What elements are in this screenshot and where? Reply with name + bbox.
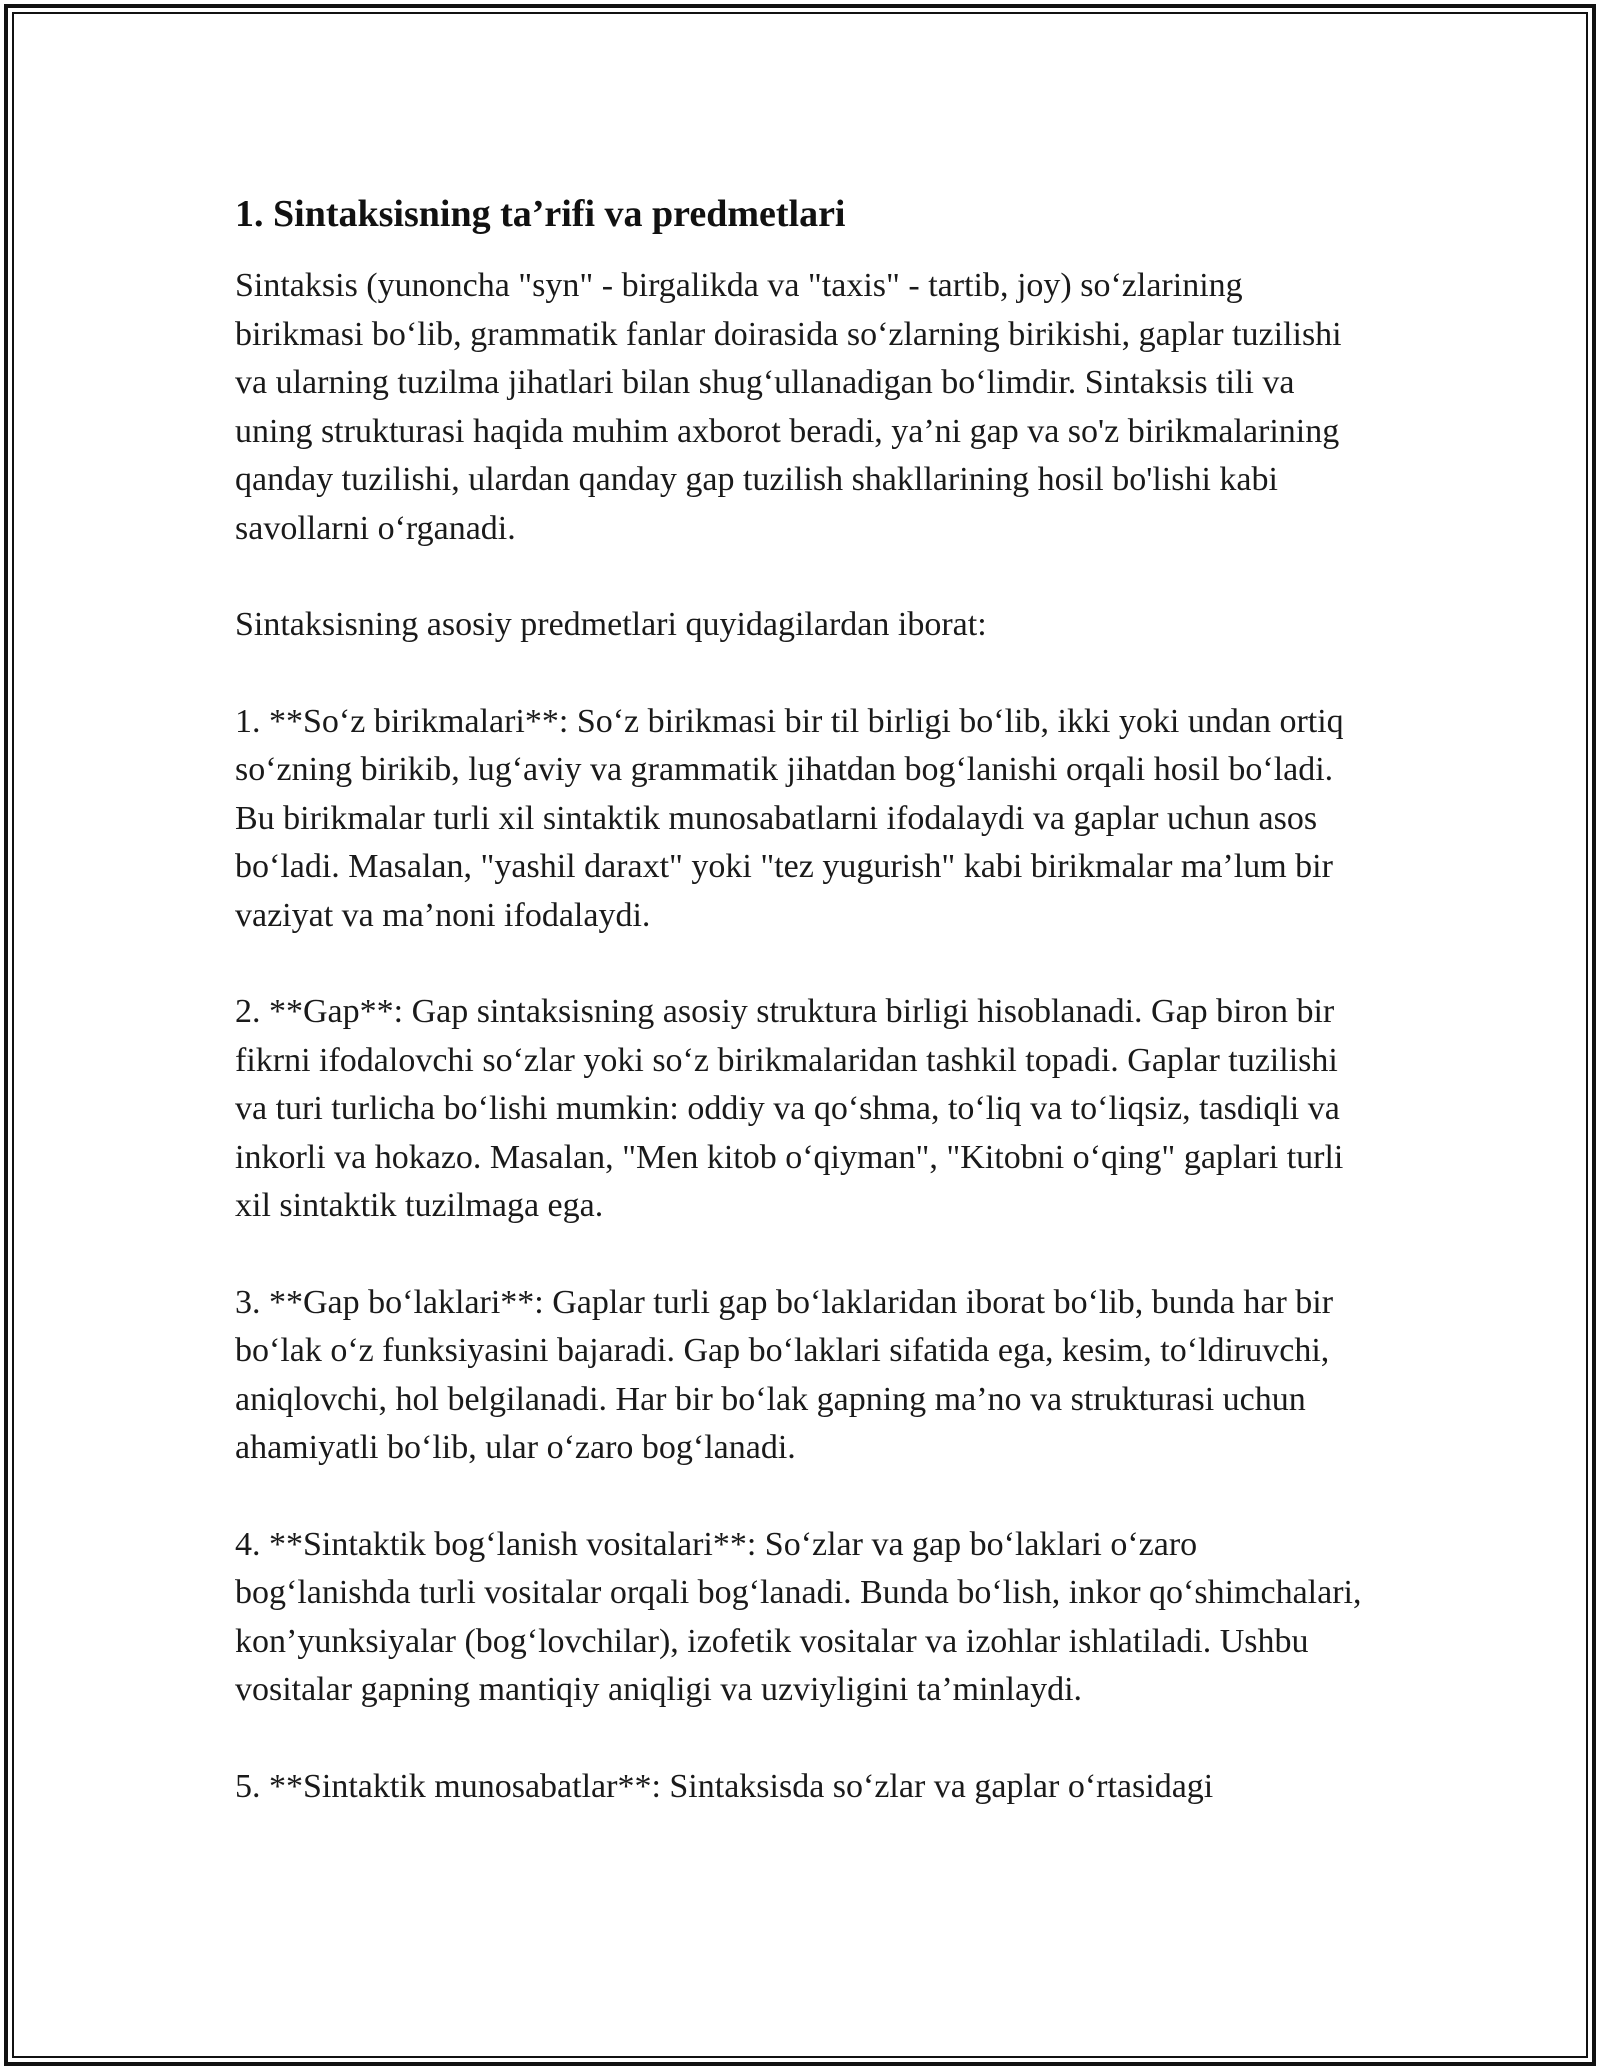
- paragraph-item-4: 4. **Sintaktik bog‘lanish vositalari**: So‘zlar va gap bo‘laklari o‘zaro bog‘lanishda turli vositalar orqali bog‘lanadi. Bunda bo‘lish, inkor qo‘shimchalari, kon’yunksiyalar (bog‘lovchilar), izofetik vositalar va izohlar ishlatiladi. Ushbu vositalar gapning mantiqiy aniqligi va uzviyligini ta’minlaydi.: [235, 1525, 1362, 1708]
- paragraph-item-5: 5. **Sintaktik munosabatlar**: Sintaksisda so‘zlar va gaplar o‘rtasidagi: [235, 1767, 1214, 1805]
- document-title: 1. Sintaksisning ta’rifi va predmetlari: [235, 193, 846, 235]
- paragraph-subjects-heading: Sintaksisning asosiy predmetlari quyidagilardan iborat:: [235, 606, 987, 643]
- paragraph-item-2: 2. **Gap**: Gap sintaksisning asosiy struktura birligi hisoblanadi. Gap biron bir fikrni ifodalovchi so‘zlar yoki so‘z birikmalaridan tashkil topadi. Gaplar tuzilishi va turi turlicha bo‘lishi mumkin: oddiy va qo‘shma, to‘liq va to‘liqsiz, tasdiqli va inkorli va hokazo. Masalan, "Men kitob o‘qiyman", "Kitobni o‘qing" gaplari turli xil sintaktik tuzilmaga ega.: [235, 993, 1344, 1224]
- paragraph-item-1: 1. **So‘z birikmalari**: So‘z birikmasi bir til birligi bo‘lib, ikki yoki undan ortiq so‘zning birikib, lug‘aviy va grammatik jihatdan bog‘lanishi orqali hosil bo‘ladi. Bu birikmalar turli xil sintaktik munosabatlarni ifodalaydi va gaplar uchun asos bo‘ladi. Masalan, "yashil daraxt" yoki "tez yugurish" kabi birikmalar ma’lum bir vaziyat va ma’noni ifodalaydi.: [235, 702, 1344, 934]
- document-body: [235, 190, 1370, 1811]
- paragraph-intro: Sintaksis (yunoncha "syn" - birgalikda va "taxis" - tartib, joy) so‘zlarining birikmasi bo‘lib, grammatik fanlar doirasida so‘zlarning birikishi, gaplar tuzilishi va ularning tuzilma jihatlari bilan shug‘ullanadigan bo‘limdir. Sintaksis tili va uning strukturasi haqida muhim axborot beradi, ya’ni gap va so'z birikmalarining qanday tuzilishi, ulardan qanday gap tuzilish shakllarining hosil bo'lishi kabi savollarni o‘rganadi.: [235, 267, 1342, 547]
- paragraph-item-3: 3. **Gap bo‘laklari**: Gaplar turli gap bo‘laklaridan iborat bo‘lib, bunda har bir bo‘lak o‘z funksiyasini bajaradi. Gap bo‘laklari sifatida ega, kesim, to‘ldiruvchi, aniqlovchi, hol belgilanadi. Har bir bo‘lak gapning ma’no va strukturasi uchun ahamiyatli bo‘lib, ular o‘zaro bog‘lanadi.: [235, 1283, 1334, 1466]
